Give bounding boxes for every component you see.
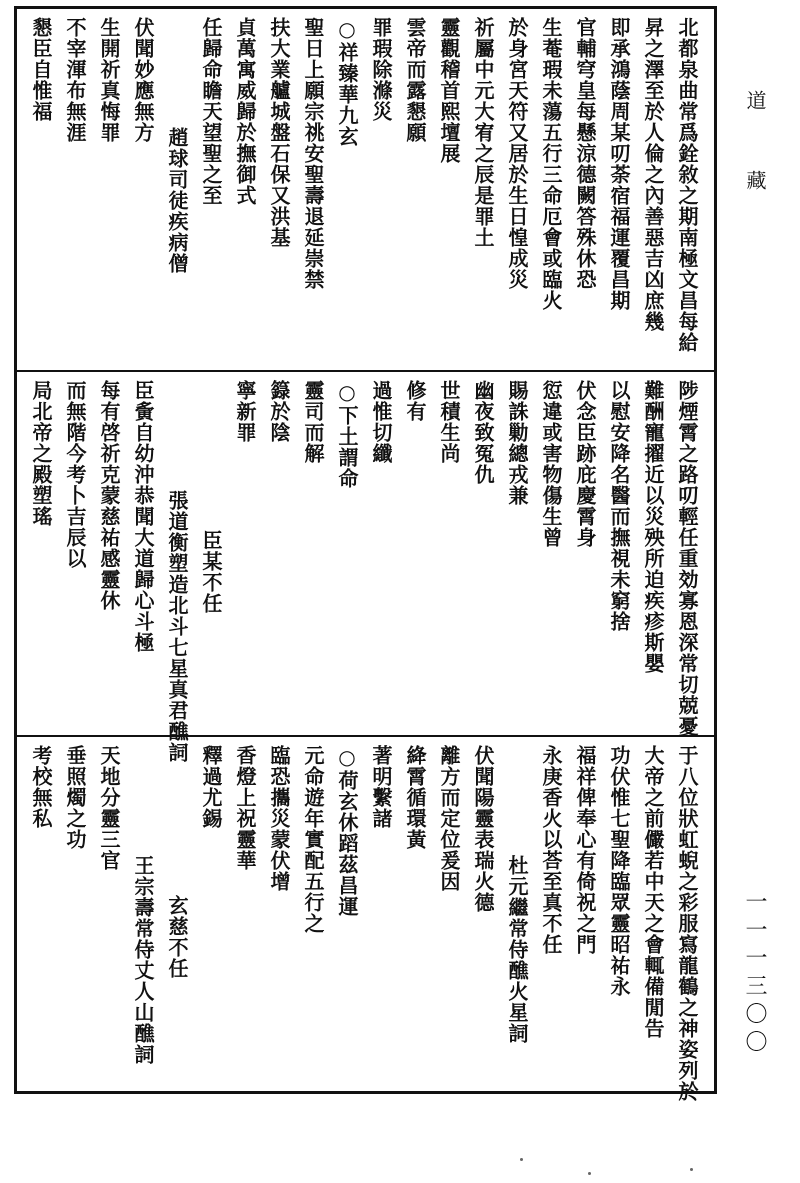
page-number: 一一一三〇〇 xyxy=(742,890,767,1058)
text-column: 雲帝而露懇願 xyxy=(403,17,427,143)
text-column: 張道衡塑造北斗七星真君醮詞 xyxy=(165,490,189,763)
text-column: 於身宮天符又居於生日惶成災 xyxy=(505,17,529,290)
text-column: 天地分靈三官 xyxy=(97,745,121,871)
text-column: 寧新罪 xyxy=(233,380,257,443)
text-column: 杜元繼常侍醮火星詞 xyxy=(505,855,529,1044)
text-column: 臣夤自幼沖恭聞大道歸心斗極 xyxy=(131,380,155,653)
text-column: 愆違或害物傷生曾 xyxy=(539,380,563,548)
text-column: 聖日上願宗祧安聖壽退延崇禁 xyxy=(301,17,325,290)
text-column: 貞萬寓威歸於撫御式 xyxy=(233,17,257,206)
text-column: 昇之澤至於人倫之內善惡吉凶庶幾 xyxy=(641,17,665,332)
text-column: 垂照燭之功 xyxy=(63,745,87,850)
text-column: 過惟切纖 xyxy=(369,380,393,464)
text-column: 伏念臣跡庇慶霄身 xyxy=(573,380,597,548)
text-column: 福祥俾奉心有倚祝之門 xyxy=(573,745,597,955)
text-column: 釋過尤錫 xyxy=(199,745,223,829)
register-top xyxy=(17,9,714,372)
book-title: 道藏 xyxy=(743,90,767,250)
text-column: 著明繫諸 xyxy=(369,745,393,829)
text-column: 伏聞妙應無方 xyxy=(131,17,155,143)
text-column: 大帝之前儼若中天之會輒備閒告 xyxy=(641,745,665,1039)
register-middle xyxy=(17,372,714,763)
text-column: 懇臣自惟福 xyxy=(29,17,53,122)
text-column: 不宰渾布無涯 xyxy=(63,17,87,143)
text-column: 而無階今考卜吉辰以 xyxy=(63,380,87,569)
scan-speck xyxy=(588,1172,591,1175)
text-block-top xyxy=(29,17,704,364)
text-column: 難酬寵擢近以災殃所迫疾疹斯嬰 xyxy=(641,380,665,674)
text-column: 官輔穹皇每懸涼德闕答殊休恐 xyxy=(573,17,597,290)
text-column: 考校無私 xyxy=(29,745,53,829)
text-column: 臣某不任 xyxy=(199,530,223,614)
register-bottom xyxy=(17,737,714,1102)
text-column: ○ 下土謂命 xyxy=(330,380,364,729)
text-column: 籙於陰 xyxy=(267,380,291,443)
text-column: 扶大業艫城盤石保又洪基 xyxy=(267,17,291,248)
text-column: 任歸命瞻天望聖之至 xyxy=(199,17,223,206)
text-column: 王宗壽常侍丈人山醮詞 xyxy=(131,855,155,1065)
text-column: 生開祈真悔罪 xyxy=(97,17,121,143)
text-column: 離方而定位爰因 xyxy=(437,745,461,892)
text-column: 香燈上祝靈華 xyxy=(233,745,257,871)
text-column: 局北帝之殿塑瑤 xyxy=(29,380,53,527)
page-frame xyxy=(14,6,717,1102)
text-column: 祈屬中元大宥之辰是罪土 xyxy=(471,17,495,248)
text-column: 元命遊年實配五行之 xyxy=(301,745,325,934)
text-block-bottom xyxy=(29,745,704,1102)
text-column: 世積生尚 xyxy=(437,380,461,464)
text-column: 玄慈不任 xyxy=(165,895,189,979)
scan-speck xyxy=(690,1168,693,1171)
text-column: ○ 荷玄休蹈茲昌運 xyxy=(330,745,364,1085)
text-column: 生菴瑕未蕩五行三命厄會或臨火 xyxy=(539,17,563,311)
text-block-middle xyxy=(29,380,704,763)
text-column: 靈觀稽首熙壇展 xyxy=(437,17,461,164)
text-column: 修有 xyxy=(403,380,427,422)
text-column: 功伏惟七聖降臨眾靈昭祐永 xyxy=(607,745,631,997)
text-column: 臨恐攜災蒙伏增 xyxy=(267,745,291,892)
text-column: 于八位狀虹蜺之彩服寫龍鶴之神姿列於 xyxy=(675,745,699,1102)
text-column: 賜誅勦總戎兼 xyxy=(505,380,529,506)
scan-speck xyxy=(520,1158,523,1161)
text-column: 每有啓祈克蒙慈祐感靈休 xyxy=(97,380,121,611)
text-column: 伏聞陽靈表瑞火德 xyxy=(471,745,495,913)
text-column: 北都泉曲常爲銓敘之期南極文昌每給 xyxy=(675,17,699,353)
text-column: 即承鴻蔭周某叨荼宿福運覆昌期 xyxy=(607,17,631,311)
text-column: 罪瑕除滌災 xyxy=(369,17,393,122)
text-column: 以慰安降名醫而撫視未窮捨 xyxy=(607,380,631,632)
text-column: 永庚香火以荅至真不任 xyxy=(539,745,563,955)
text-column: 陟煙霄之路叨輕任重効寡恩深常切兢憂 xyxy=(675,380,699,737)
text-column: ○ 祥臻華九玄 xyxy=(330,17,364,364)
text-column: 靈司而解 xyxy=(301,380,325,464)
text-column: 趙球司徒疾病僧 xyxy=(165,127,189,274)
text-column: 絳霄循環黃 xyxy=(403,745,427,850)
text-column: 幽夜致冤仇 xyxy=(471,380,495,485)
